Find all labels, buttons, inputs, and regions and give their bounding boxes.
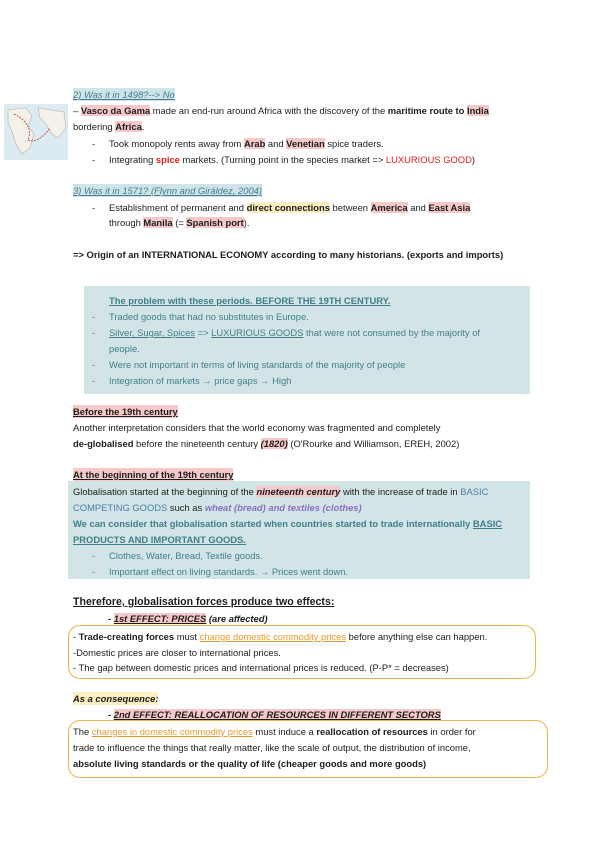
s2-paragraph-line1: – Vasco da Gama made an end-run around Africa with the discovery of the maritime route to India [73,105,489,116]
before-paragraph-line2: de-globalised before the nineteenth century (1820) (O'Rourke and Williamson, EREH, 2002) [73,438,460,449]
problem-item-2: Silver, Sugar, Spices => LUXURIOUS GOODS that were not consumed by the majority of [109,327,481,338]
s3-bullet-1: Establishment of permanent and direct connections between America and East Asia [109,202,471,213]
beginning-paragraph-line3: We can consider that globalisation started when countries started to trade internationally BASIC [73,518,503,529]
problem-item-2-cont: people. [109,343,140,354]
problem-item-1: Traded goods that had no substitutes in Europe. [109,311,309,322]
problem-item-4: Integration of markets → price gaps → High [109,375,292,386]
international-economy-conclusion: => Origin of an INTERNATIONAL ECONOMY according to many historians. (exports and imports) [73,249,504,260]
bullet-marker: - [92,327,96,338]
effect-1-line1: - Trade-creating forces must change domestic commodity prices before anything else can happen. [73,631,488,642]
bullet-marker: - [92,359,96,370]
beginning-paragraph-line1: Globalisation started at the beginning of the nineteenth century with the increase of trade in BASIC [73,486,489,497]
bullet-marker: - [92,154,96,165]
effect-1-line3: - The gap between domestic prices and international prices is reduced. (P-P* = decreases) [73,662,449,673]
bullet-marker: - [92,138,96,149]
bullet-marker: - [92,311,96,322]
s2-bullet-1: Took monopoly rents away from Arab and Venetian spice traders. [109,138,384,149]
effect-2-line3: absolute living standards or the quality of life (cheaper goods and more goods) [73,758,427,769]
two-effects-heading: Therefore, globalisation forces produce two effects: [73,596,335,608]
section-3-heading: 3) Was it in 1571? (Flynn and Giráldez, 2004) [73,185,262,196]
route-map-image [4,104,68,160]
s3-bullet-1-cont: through Manila (= Spanish port). [109,217,250,228]
effect-2-line2: trade to influence the things that really matter, like the scale of output, the distribution of income, [73,742,471,753]
effect-1-title: - 1st EFFECT: PRICES (are affected) [108,613,268,624]
bullet-marker: - [92,550,96,561]
beginning-item-2: Important effect on living standards. → Prices went down. [109,566,349,577]
beginning-item-1: Clothes, Water, Bread, Textile goods. [109,550,263,561]
problem-item-3: Were not important in terms of living standards of the majority of people [109,359,406,370]
effect-2-line1: The changes in domestic commodity prices must induce a reallocation of resources in order for [73,726,476,737]
before-19th-heading: Before the 19th century [73,406,178,417]
problem-box-title: The problem with these periods. BEFORE THE 19TH CENTURY. [109,295,391,306]
consequence-label: As a consequence: [73,693,159,704]
s2-bullet-2: Integrating spice markets. (Turning point in the species market => LUXURIOUS GOOD) [109,154,475,165]
beginning-19th-heading: At the beginning of the 19th century [73,469,234,480]
bullet-marker: - [92,566,96,577]
bullet-marker: - [92,202,96,213]
before-paragraph-line1: Another interpretation considers that the world economy was fragmented and completely [73,422,441,433]
beginning-paragraph-line4: PRODUCTS AND IMPORTANT GOODS. [73,534,246,545]
bullet-marker: - [92,375,96,386]
effect-1-line2: -Domestic prices are closer to international prices. [73,647,281,658]
beginning-paragraph-line2: COMPETING GOODS such as wheat (bread) and textiles (clothes) [73,502,362,513]
effect-2-title: - 2nd EFFECT: REALLOCATION OF RESOURCES IN DIFFERENT SECTORS [108,709,441,720]
s2-paragraph-line2: bordering Africa. [73,121,145,132]
section-2-heading: 2) Was it in 1498?--> No [73,89,175,100]
